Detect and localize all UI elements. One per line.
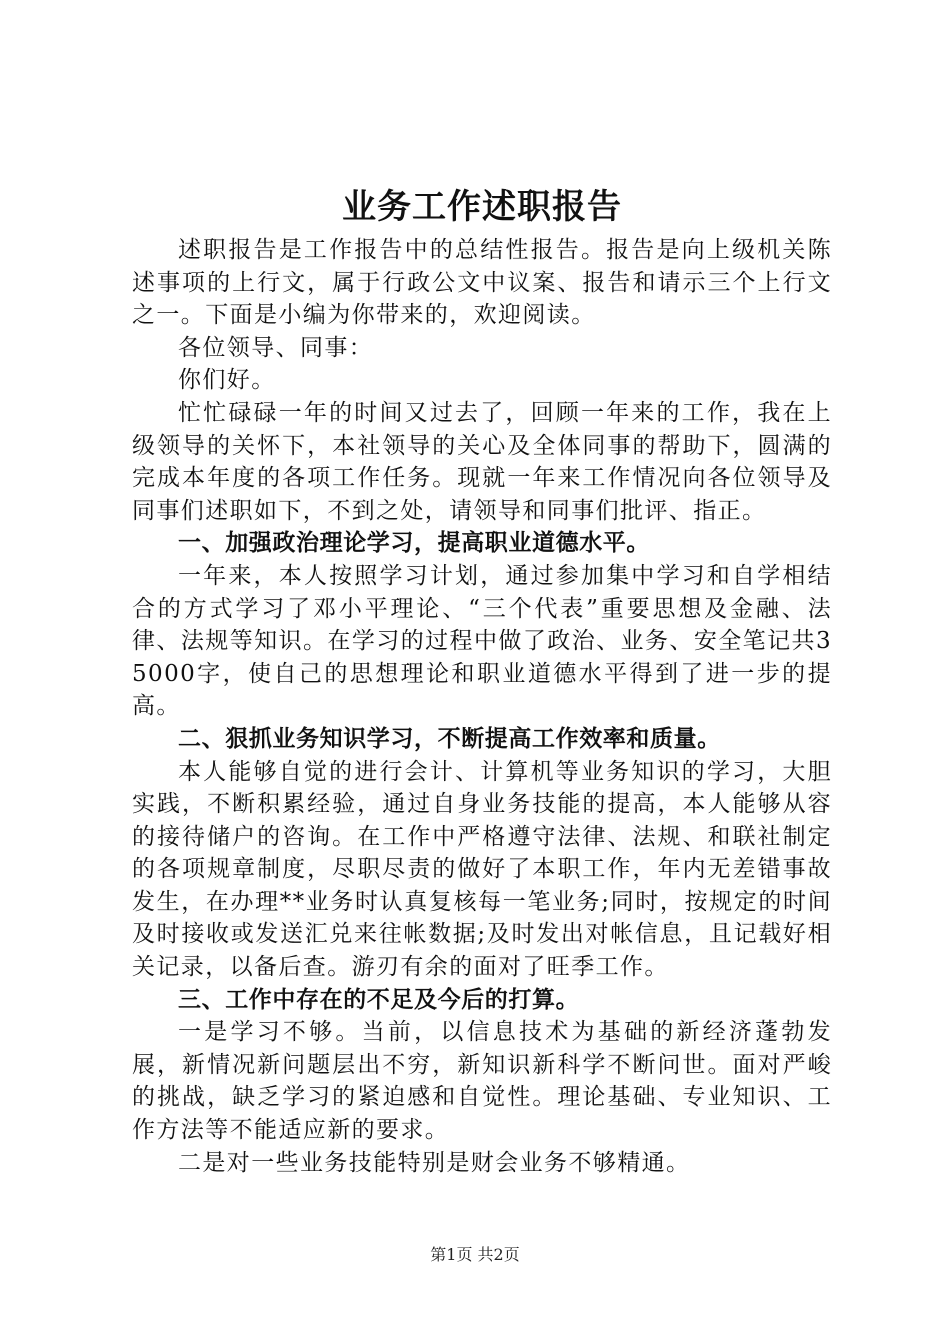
section-heading-3: 三、工作中存在的不足及今后的打算。 (178, 986, 580, 1013)
section-heading-1: 一、加强政治理论学习，提高职业道德水平。 (178, 530, 650, 557)
section-heading-2: 二、狠抓业务知识学习，不断提高工作效率和质量。 (178, 725, 721, 752)
document-title: 业务工作述职报告 (342, 187, 622, 227)
opening-paragraph: 忙忙碌碌一年的时间又过去了，回顾一年来的工作，我在上级领导的关怀下，本社领导的关心及全体同事的帮助下，圆满的完成本年度的各项工作任务。现就一年来工作情况向各位领导及同事们述职如下，不到之处，请领导和同事们批评、指正。 (132, 399, 832, 524)
salutation: 各位领导、同事： (178, 334, 374, 361)
page-footer: 第1页 共2页 (430, 1245, 520, 1264)
intro-paragraph: 述职报告是工作报告中的总结性报告。报告是向上级机关陈述事项的上行文，属于行政公文中议案、报告和请示三个上行文之一。下面是小编为你带来的，欢迎阅读。 (132, 237, 832, 329)
section-2-paragraph: 本人能够自觉的进行会计、计算机等业务知识的学习，大胆实践，不断积累经验，通过自身业务技能的提高，本人能够从容的接待储户的咨询。在工作中严格遵守法律、法规、和联社制定的各项规章制度，尽职尽责的做好了本职工作，年内无差错事故发生，在办理**业务时认真复核每一笔业务;同时，按规定的时间及时接收或发送汇兑来往帐数据;及时发出对帐信息，且记载好相关记录，以备后查。游刃有余的面对了旺季工作。 (132, 758, 832, 981)
section-3-paragraph-2: 二是对一些业务技能特别是财会业务不够精通。 (178, 1149, 691, 1176)
document-page (132, 182, 832, 1179)
greeting: 你们好。 (178, 367, 276, 394)
section-3-paragraph-1: 一是学习不够。当前，以信息技术为基础的新经济蓬勃发展，新情况新问题层出不穷，新知识新科学不断问世。面对严峻的挑战，缺乏学习的紧迫感和自觉性。理论基础、专业知识、工作方法等不能适应新的要求。 (132, 1019, 832, 1144)
section-1-paragraph: 一年来，本人按照学习计划，通过参加集中学习和自学相结合的方式学习了邓小平理论、“三个代表”重要思想及金融、法律、法规等知识。在学习的过程中做了政治、业务、安全笔记共35000字，使自己的思想理论和职业道德水平得到了进一步的提高。 (132, 562, 832, 720)
